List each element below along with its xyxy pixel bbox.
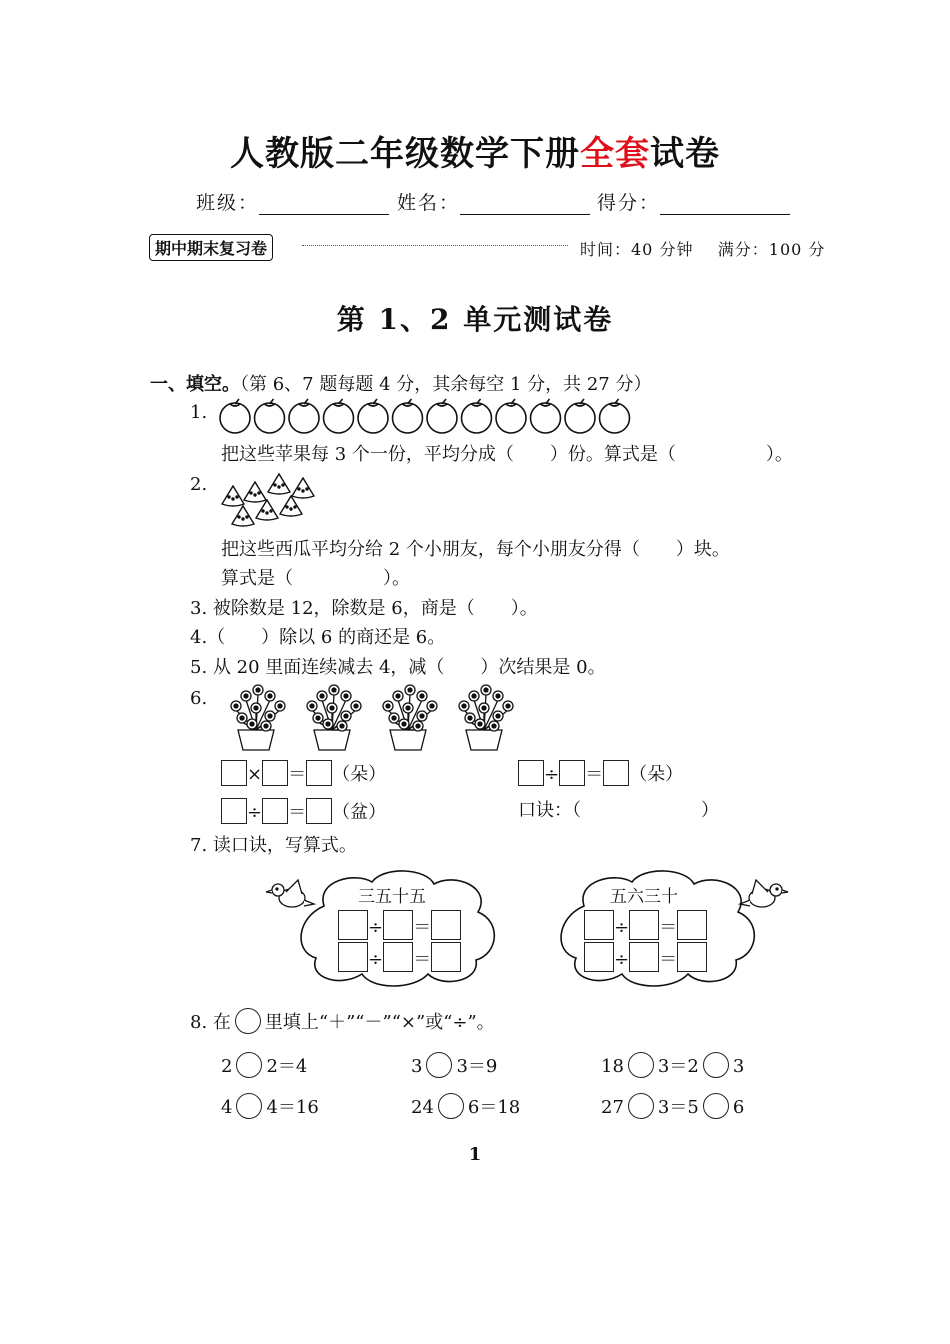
answer-box[interactable] <box>677 942 707 972</box>
answer-box[interactable] <box>383 910 413 940</box>
answer-box[interactable] <box>306 760 332 786</box>
answer-box[interactable] <box>262 798 288 824</box>
left-equation-1: ÷ ＝ <box>338 910 461 941</box>
answer-box[interactable] <box>629 910 659 940</box>
q8-row-1: 2 2＝4 3 3＝9 18 3＝2 3 <box>221 1052 744 1078</box>
apple-icon <box>565 399 595 433</box>
class-field[interactable] <box>196 188 389 215</box>
score-field[interactable] <box>597 188 790 215</box>
apple-icon <box>531 399 561 433</box>
watermelon-slice-icon <box>292 478 314 498</box>
q1-text: 把这些苹果每 3 个一份，平均分成（ ）份。算式是（ ）。 <box>221 444 793 465</box>
flower-pots-illustration <box>216 684 526 754</box>
q8-row-2: 4 4＝16 24 6＝18 27 3＝5 6 <box>221 1093 744 1119</box>
operator-circle[interactable] <box>628 1052 654 1078</box>
apple-icon <box>289 399 319 433</box>
apple-icon <box>220 399 250 433</box>
apple-icon <box>324 399 354 433</box>
name-field[interactable] <box>397 188 590 215</box>
unit-title: 第 1、2 单元测试卷 <box>336 303 614 336</box>
page-number: 1 <box>468 1144 482 1165</box>
right-equation-2: ÷ ＝ <box>584 942 707 973</box>
left-equation-2: ÷ ＝ <box>338 942 461 973</box>
operator-circle[interactable] <box>703 1052 729 1078</box>
q7-text: 7. 读口诀，写算式。 <box>190 835 357 856</box>
right-equation-1: ÷ ＝ <box>584 910 707 941</box>
operator-circle[interactable] <box>703 1093 729 1119</box>
watermelon-illustration <box>218 472 318 530</box>
answer-box[interactable] <box>221 760 247 786</box>
bird-icon <box>740 880 788 907</box>
apple-icon <box>427 399 457 433</box>
circle-icon <box>235 1008 261 1034</box>
q2-number: 2. <box>190 474 208 495</box>
full-score: 满分：100 分 <box>717 240 826 259</box>
watermelon-slice-icon <box>244 482 266 502</box>
page-title: 人教版二年级数学下册全套试卷 <box>230 134 720 174</box>
apple-icon <box>255 399 285 433</box>
apples-illustration <box>218 398 638 434</box>
answer-box[interactable] <box>603 760 629 786</box>
answer-box[interactable] <box>629 942 659 972</box>
right-rhyme: 五六三十 <box>610 887 678 907</box>
watermelon-slice-icon <box>268 474 290 494</box>
exam-meta <box>580 237 825 260</box>
apple-icon <box>462 399 492 433</box>
class-label: 班级： <box>196 192 260 214</box>
name-blank[interactable] <box>460 196 590 215</box>
apple-icon <box>600 399 630 433</box>
dotted-divider <box>302 245 568 246</box>
answer-box[interactable] <box>431 910 461 940</box>
q8-text: 8. 在 里填上“＋”“－”“×”或“÷”。 <box>190 1008 495 1036</box>
q6-divide-row-1: ÷ ＝ （朵） <box>518 760 683 788</box>
flower-pot-icon <box>459 685 513 750</box>
answer-box[interactable] <box>584 910 614 940</box>
apple-icon <box>496 399 526 433</box>
title-highlight: 全套 <box>580 134 650 174</box>
operator-circle[interactable] <box>628 1093 654 1119</box>
operator-circle[interactable] <box>438 1093 464 1119</box>
operator-circle[interactable] <box>236 1052 262 1078</box>
q3-text: 3. 被除数是 12，除数是 6，商是（ ）。 <box>190 598 538 619</box>
q6-multiply-row: × ＝ （朵） <box>221 760 386 788</box>
bird-icon <box>266 880 314 907</box>
watermelon-slice-icon <box>256 500 278 520</box>
watermelon-slice-icon <box>222 486 244 506</box>
answer-box[interactable] <box>338 910 368 940</box>
score-blank[interactable] <box>660 196 790 215</box>
flower-pot-icon <box>231 685 285 750</box>
name-label: 姓名： <box>397 192 461 214</box>
q6-koujue: 口诀：（ ） <box>518 800 719 821</box>
section-heading: 一、填空。（第 6、7 题每题 4 分，其余每空 1 分，共 27 分） <box>150 374 652 395</box>
q5-text: 5. 从 20 里面连续减去 4，减（ ）次结果是 0。 <box>190 657 606 678</box>
exam-type-tag: 期中期末复习卷 <box>149 234 273 261</box>
operator-circle[interactable] <box>426 1052 452 1078</box>
operator-circle[interactable] <box>236 1093 262 1119</box>
q2-text-1: 把这些西瓜平均分给 2 个小朋友，每个小朋友分得（ ）块。 <box>221 539 730 560</box>
answer-box[interactable] <box>338 942 368 972</box>
q1-number: 1. <box>190 402 208 423</box>
answer-box[interactable] <box>518 760 544 786</box>
flower-pot-icon <box>383 685 437 750</box>
left-rhyme: 三五十五 <box>358 887 426 907</box>
answer-box[interactable] <box>431 942 461 972</box>
answer-box[interactable] <box>559 760 585 786</box>
flower-pot-icon <box>307 685 361 750</box>
class-blank[interactable] <box>259 196 389 215</box>
answer-box[interactable] <box>306 798 332 824</box>
watermelon-slice-icon <box>232 506 254 526</box>
answer-box[interactable] <box>383 942 413 972</box>
q6-divide-row-2: ÷ ＝ （盆） <box>221 798 386 826</box>
watermelon-slice-icon <box>280 496 302 516</box>
apple-icon <box>358 399 388 433</box>
q6-number: 6. <box>190 688 208 709</box>
q4-text: 4.（ ）除以 6 的商还是 6。 <box>190 627 446 648</box>
time-info: 时间：40 分钟 <box>580 240 694 259</box>
answer-box[interactable] <box>677 910 707 940</box>
answer-box[interactable] <box>584 942 614 972</box>
q2-text-2: 算式是（ ）。 <box>221 568 410 589</box>
answer-box[interactable] <box>221 798 247 824</box>
score-label: 得分： <box>597 192 661 214</box>
apple-icon <box>393 399 423 433</box>
answer-box[interactable] <box>262 760 288 786</box>
